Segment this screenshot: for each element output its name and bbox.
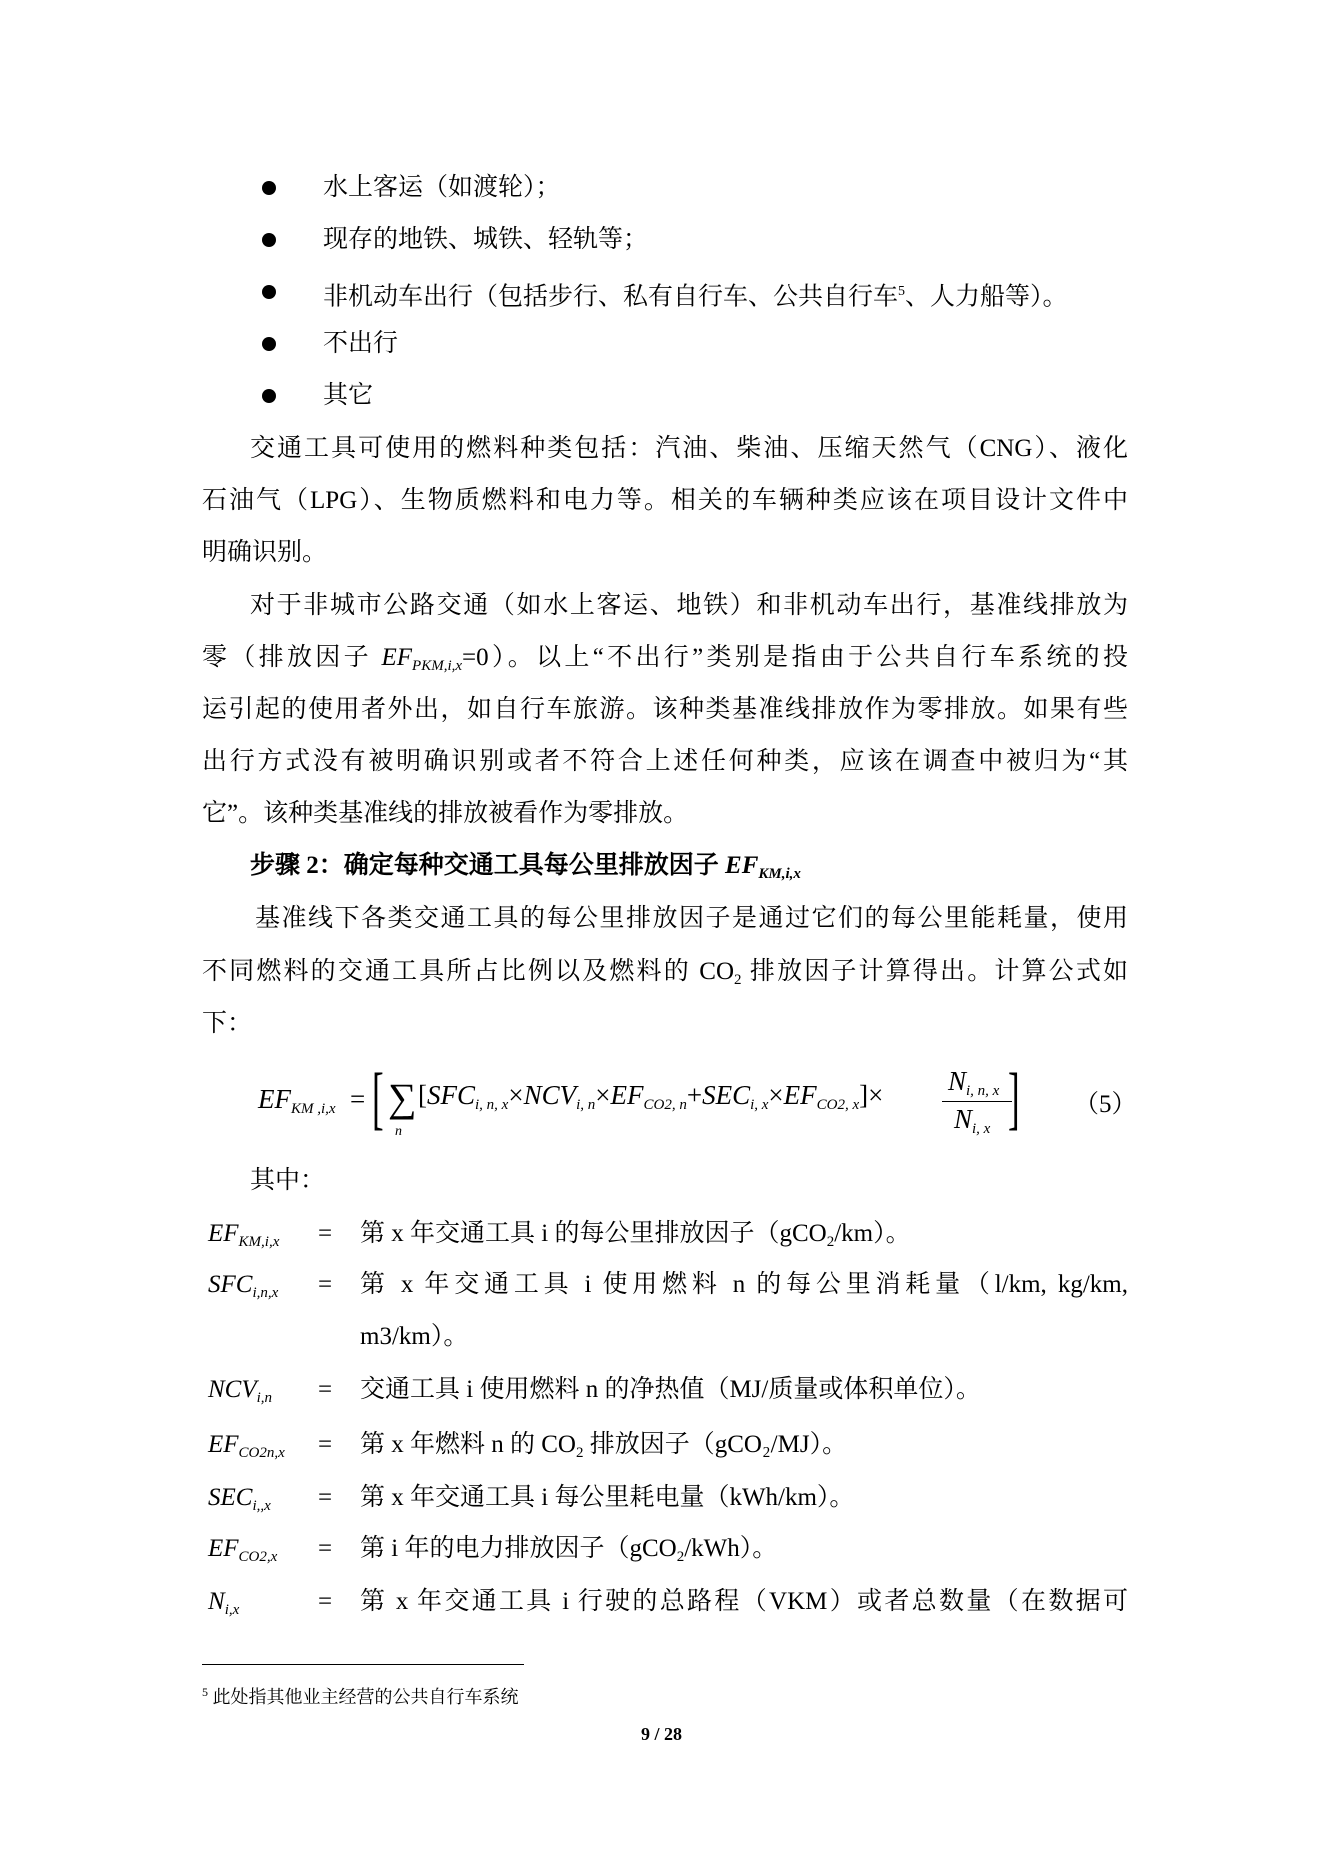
footnote-text: 此处指其他业主经营的公共自行车系统 bbox=[208, 1687, 519, 1707]
bullet-item bbox=[323, 276, 1068, 313]
bullet-item: 水上客运（如渡轮）； bbox=[323, 174, 561, 201]
page-number: 9 / 28 bbox=[640, 1724, 682, 1744]
paragraph-line: 对于非城市公路交通（如水上客运、地铁）和非机动车出行，基准线排放为 bbox=[250, 592, 1128, 619]
formula-body: $[SFC_{i, n, x}\times NCV_{i, n}\times EF_{CO2, n}+SEC_{i, x}\times EF_{CO2, x}]\times$ bbox=[418, 1080, 884, 1113]
paragraph-line bbox=[202, 642, 1128, 674]
paragraph-line: 明确识别。 bbox=[202, 539, 328, 566]
equals: = bbox=[318, 1484, 333, 1511]
def-symbol: $SEC_{i,,x}$ bbox=[208, 1484, 271, 1514]
symbol: EF bbox=[725, 852, 759, 879]
heading-text: 步骤 2：确定每种交通工具每公里排放因子 bbox=[250, 852, 726, 879]
footnote-number: 5 bbox=[202, 1685, 208, 1699]
def-symbol: $SFC_{i,n,x}$ bbox=[208, 1271, 279, 1301]
text: 排放因子计算得出。计算公式如 bbox=[741, 958, 1128, 985]
equals: = bbox=[318, 1535, 333, 1562]
formula-lhs: EF bbox=[258, 1084, 291, 1114]
fraction-numerator: $N_{i, n, x}$ bbox=[948, 1066, 1000, 1099]
subscript: KM,i,x bbox=[758, 866, 801, 882]
sum-icon: ∑ bbox=[388, 1075, 417, 1120]
paragraph-line: 石油气（LPG）、生物质燃料和电力等。相关的车辆种类应该在项目设计文件中 bbox=[202, 487, 1128, 514]
paragraph-line: 运引起的使用者外出，如自行车旅游。该种类基准线排放作为零排放。如果有些 bbox=[202, 696, 1128, 723]
def-symbol: $EF_{CO2,x}$ bbox=[208, 1535, 278, 1565]
def-symbol: $N_{i,x}$ bbox=[208, 1588, 240, 1618]
paragraph-line bbox=[202, 956, 1128, 988]
bullet-icon bbox=[262, 389, 276, 403]
text: 零（排放因子 bbox=[202, 644, 382, 671]
def-text: 第 x 年燃料 n 的 $CO_2$ 排放因子（gCO₂/MJ）。 bbox=[360, 1431, 848, 1461]
right-bracket: ] bbox=[1008, 1060, 1020, 1137]
paragraph-line: 它”。该种类基准线的排放被看作为零排放。 bbox=[202, 800, 689, 827]
step-heading bbox=[250, 850, 1128, 882]
bullet-text: 非机动车出行（包括步行、私有自行车、公共自行车 bbox=[323, 283, 899, 311]
paragraph-line: 下： bbox=[202, 1010, 253, 1037]
symbol: EF bbox=[381, 644, 413, 671]
where-label: 其中： bbox=[250, 1167, 326, 1194]
equals: = bbox=[318, 1376, 333, 1403]
def-symbol: $EF_{CO2n,x}$ bbox=[208, 1431, 285, 1461]
footnote bbox=[202, 1680, 519, 1709]
paragraph-line: 交通工具可使用的燃料种类包括：汽油、柴油、压缩天然气（CNG）、液化 bbox=[250, 435, 1128, 462]
sum-subscript: n bbox=[395, 1124, 402, 1139]
footnote-ref[interactable]: 5 bbox=[898, 284, 906, 299]
bullet-item: 现存的地铁、城铁、轻轨等； bbox=[323, 226, 649, 253]
equals: = bbox=[318, 1431, 333, 1458]
bullet-item: 不出行 bbox=[323, 330, 399, 357]
fraction-bar bbox=[942, 1101, 1012, 1102]
bullet-icon bbox=[262, 337, 276, 351]
bullet-icon bbox=[262, 285, 276, 299]
def-text: 第 x 年交通工具 i 使用燃料 n 的每公里消耗量（l/km, kg/km, bbox=[360, 1271, 1128, 1298]
equals: = bbox=[350, 1084, 366, 1114]
bullet-text: 、人力船等）。 bbox=[905, 283, 1068, 311]
def-symbol: $NCV_{i,n}$ bbox=[208, 1376, 273, 1406]
bullet-icon bbox=[262, 233, 276, 247]
equation-number: （5） bbox=[1074, 1091, 1137, 1118]
paragraph-line: 出行方式没有被明确识别或者不符合上述任何种类，应该在调查中被归为“其 bbox=[202, 748, 1128, 775]
def-text: 第 i 年的电力排放因子（gCO$_2$/kWh）。 bbox=[360, 1535, 778, 1565]
fraction-denominator: $N_{i, x}$ bbox=[954, 1104, 991, 1137]
subscript: PKM,i,x bbox=[412, 658, 463, 674]
equals: = bbox=[318, 1220, 333, 1247]
def-text: 第 x 年交通工具 i 的每公里排放因子（gCO$_2$/km）。 bbox=[360, 1220, 911, 1250]
equals: = bbox=[318, 1271, 333, 1298]
def-text: 第 x 年交通工具 i 每公里耗电量（kWh/km）。 bbox=[360, 1484, 855, 1511]
bullet-icon bbox=[262, 181, 276, 195]
bullet-item: 其它 bbox=[323, 382, 374, 409]
text: =0）。以上“不出行”类别是指由于公共自行车系统的投 bbox=[462, 644, 1128, 671]
text: 不同燃料的交通工具所占比例以及燃料的 CO bbox=[202, 958, 735, 985]
subscript: KM ,i,x bbox=[291, 1101, 336, 1117]
def-text: 第 x 年交通工具 i 行驶的总路程（VKM）或者总数量（在数据可 bbox=[360, 1588, 1128, 1615]
paragraph-line: 基准线下各类交通工具的每公里排放因子是通过它们的每公里能耗量，使用 bbox=[255, 905, 1128, 932]
def-symbol: $EF_{KM,i,x}$ bbox=[208, 1220, 280, 1250]
footnote-separator bbox=[202, 1664, 524, 1665]
equals: = bbox=[318, 1588, 333, 1615]
left-bracket: [ bbox=[372, 1060, 384, 1137]
def-text: 交通工具 i 使用燃料 n 的净热值（MJ/质量或体积单位）。 bbox=[360, 1376, 981, 1403]
subscript: 2 bbox=[734, 972, 742, 988]
def-text-continued: m3/km）。 bbox=[360, 1323, 469, 1350]
